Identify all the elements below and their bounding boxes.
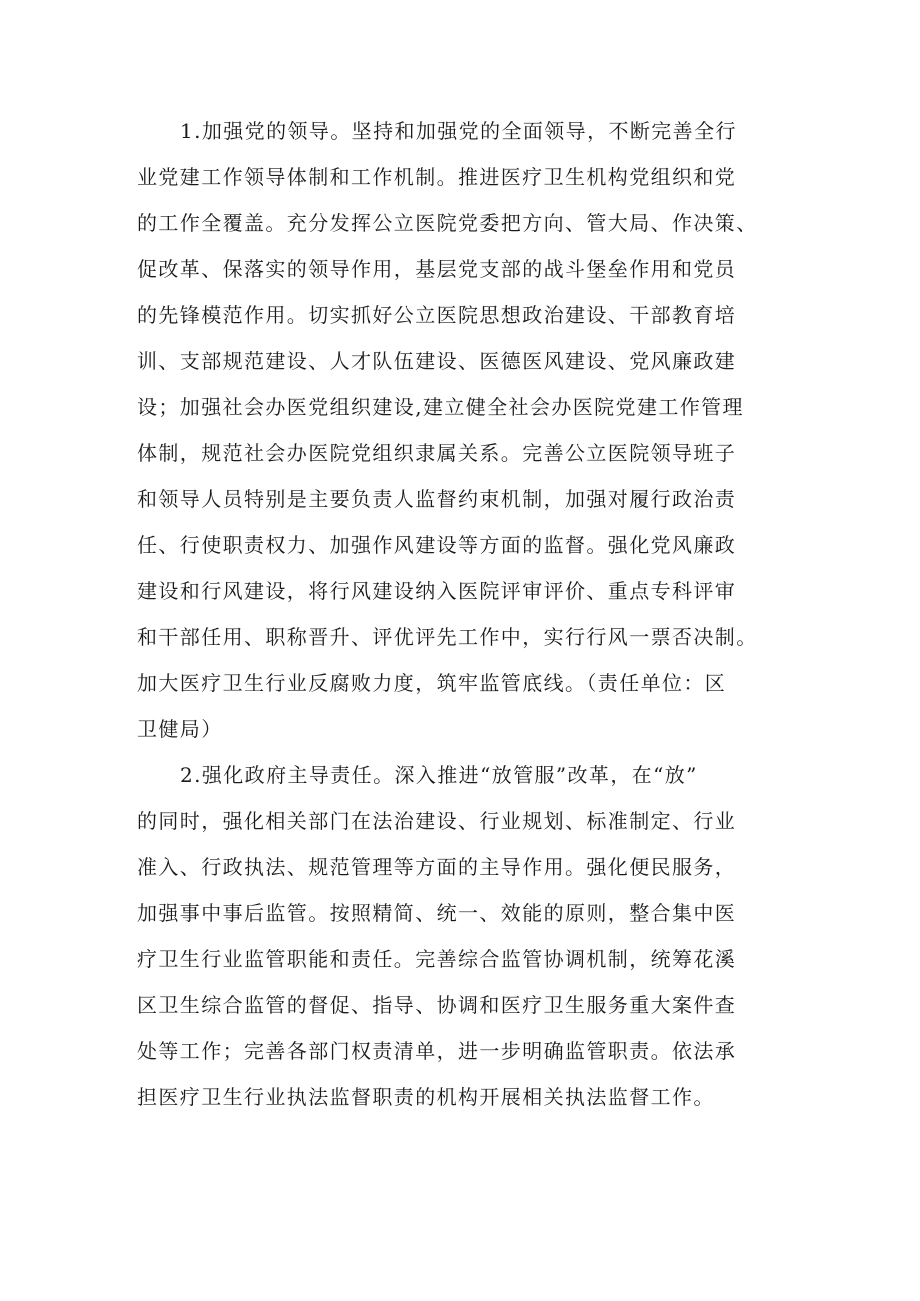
- paragraph-2-line-8: 担医疗卫生行业执法监督职责的机构开展相关执法监督工作。: [137, 1085, 715, 1109]
- paragraph-2-line-3: 准入、行政执法、规范管理等方面的主导作用。强化便民服务，: [137, 855, 737, 879]
- paragraph-1-line-7: 设；加强社会办医党组织建设,建立健全社会办医院党建工作管理: [137, 395, 744, 419]
- paragraph-1-line-10: 任、行使职责权力、加强作风建设等方面的监督。强化党风廉政: [137, 533, 737, 557]
- paragraph-1-line-4: 促改革、保落实的领导作用，基层党支部的战斗堡垒作用和党员: [137, 257, 737, 281]
- paragraph-1-line-1: 1.加强党的领导。坚持和加强党的全面领导，不断完善全行: [180, 119, 737, 143]
- paragraph-2-line-6: 区卫生综合监管的督促、指导、协调和医疗卫生服务重大案件查: [137, 993, 737, 1017]
- paragraph-1-line-6: 训、支部规范建设、人才队伍建设、医德医风建设、党风廉政建: [137, 349, 737, 373]
- paragraph-1-line-2: 业党建工作领导体制和工作机制。推进医疗卫生机构党组织和党: [137, 165, 737, 189]
- paragraph-2-line-4: 加强事中事后监管。按照精简、统一、效能的原则，整合集中医: [137, 901, 737, 925]
- paragraph-2-line-5: 疗卫生行业监管职能和责任。完善综合监管协调机制，统筹花溪: [137, 947, 737, 971]
- paragraph-1-line-3: 的工作全覆盖。充分发挥公立医院党委把方向、管大局、作决策、: [137, 211, 758, 235]
- paragraph-2-line-1: 2.强化政府主导责任。深入推进“放管服”改革，在“放”: [180, 763, 698, 787]
- paragraph-1-line-13: 加大医疗卫生行业反腐败力度，筑牢监管底线。（责任单位：区: [137, 671, 727, 695]
- paragraph-1-line-5: 的先锋模范作用。切实抓好公立医院思想政治建设、干部教育培: [137, 303, 737, 327]
- paragraph-1-line-8: 体制，规范社会办医院党组织隶属关系。完善公立医院领导班子: [137, 441, 737, 465]
- paragraph-2-line-2: 的同时，强化相关部门在法治建设、行业规划、标准制定、行业: [137, 809, 737, 833]
- paragraph-1-line-12: 和干部任用、职称晋升、评优评先工作中，实行行风一票否决制。: [137, 625, 758, 649]
- paragraph-1-line-14: 卫健局）: [137, 717, 223, 741]
- paragraph-2-line-7: 处等工作；完善各部门权责清单，进一步明确监管职责。依法承: [137, 1039, 737, 1063]
- paragraph-1-line-11: 建设和行风建设，将行风建设纳入医院评审评价、重点专科评审: [137, 579, 737, 603]
- paragraph-1-line-9: 和领导人员特别是主要负责人监督约束机制，加强对履行政治责: [137, 487, 737, 511]
